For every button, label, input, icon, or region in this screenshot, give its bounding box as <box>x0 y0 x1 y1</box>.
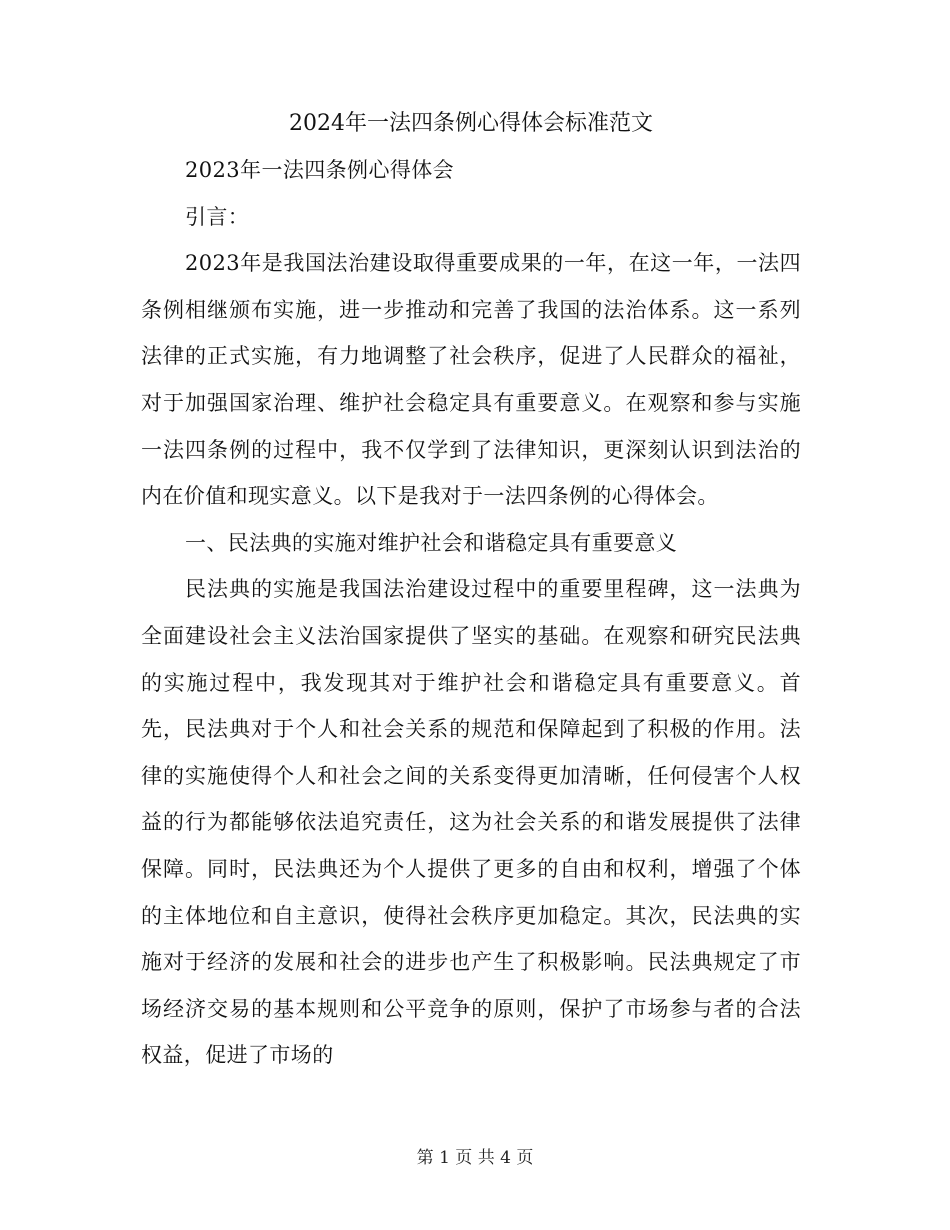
page-footer: 第 1 页 共 4 页 <box>416 1148 534 1168</box>
subtitle-paragraph: 2023年一法四条例心得体会 <box>185 158 455 182</box>
document-body <box>141 103 801 1079</box>
document-title: 2024年一法四条例心得体会标准范文 <box>289 111 653 136</box>
section-1-paragraph: 民法典的实施是我国法治建设过程中的重要里程碑，这一法典为全面建设社会主义法治国家提供了坚实的基础。在观察和研究民法典的实施过程中，我发现其对于维护社会和谐稳定具有重要意义。首先，民法典对于个人和社会关系的规范和保障起到了积极的作用。法律的实施使得个人和社会之间的关系变得更加清晰，任何侵害个人权益的行为都能够依法追究责任，这为社会关系的和谐发展提供了法律保障。同时，民法典还为个人提供了更多的自由和权利，增强了个体的主体地位和自主意识，使得社会秩序更加稳定。其次，民法典的实施对于经济的发展和社会的进步也产生了积极影响。民法典规定了市场经济交易的基本规则和公平竞争的原则，保护了市场参与者的合法权益，促进了市场的 <box>141 577 801 1068</box>
intro-paragraph: 2023年是我国法治建设取得重要成果的一年，在这一年，一法四条例相继颁布实施，进一步推动和完善了我国的法治体系。这一系列法律的正式实施，有力地调整了社会秩序，促进了人民群众的福祉，对于加强国家治理、维护社会稳定具有重要意义。在观察和参与实施一法四条例的过程中，我不仅学到了法律知识，更深刻认识到法治的内在价值和现实意义。以下是我对于一法四条例的心得体会。 <box>141 251 801 509</box>
section-heading-1: 一、民法典的实施对维护社会和谐稳定具有重要意义 <box>185 530 678 555</box>
intro-label-paragraph: 引言： <box>185 204 250 229</box>
